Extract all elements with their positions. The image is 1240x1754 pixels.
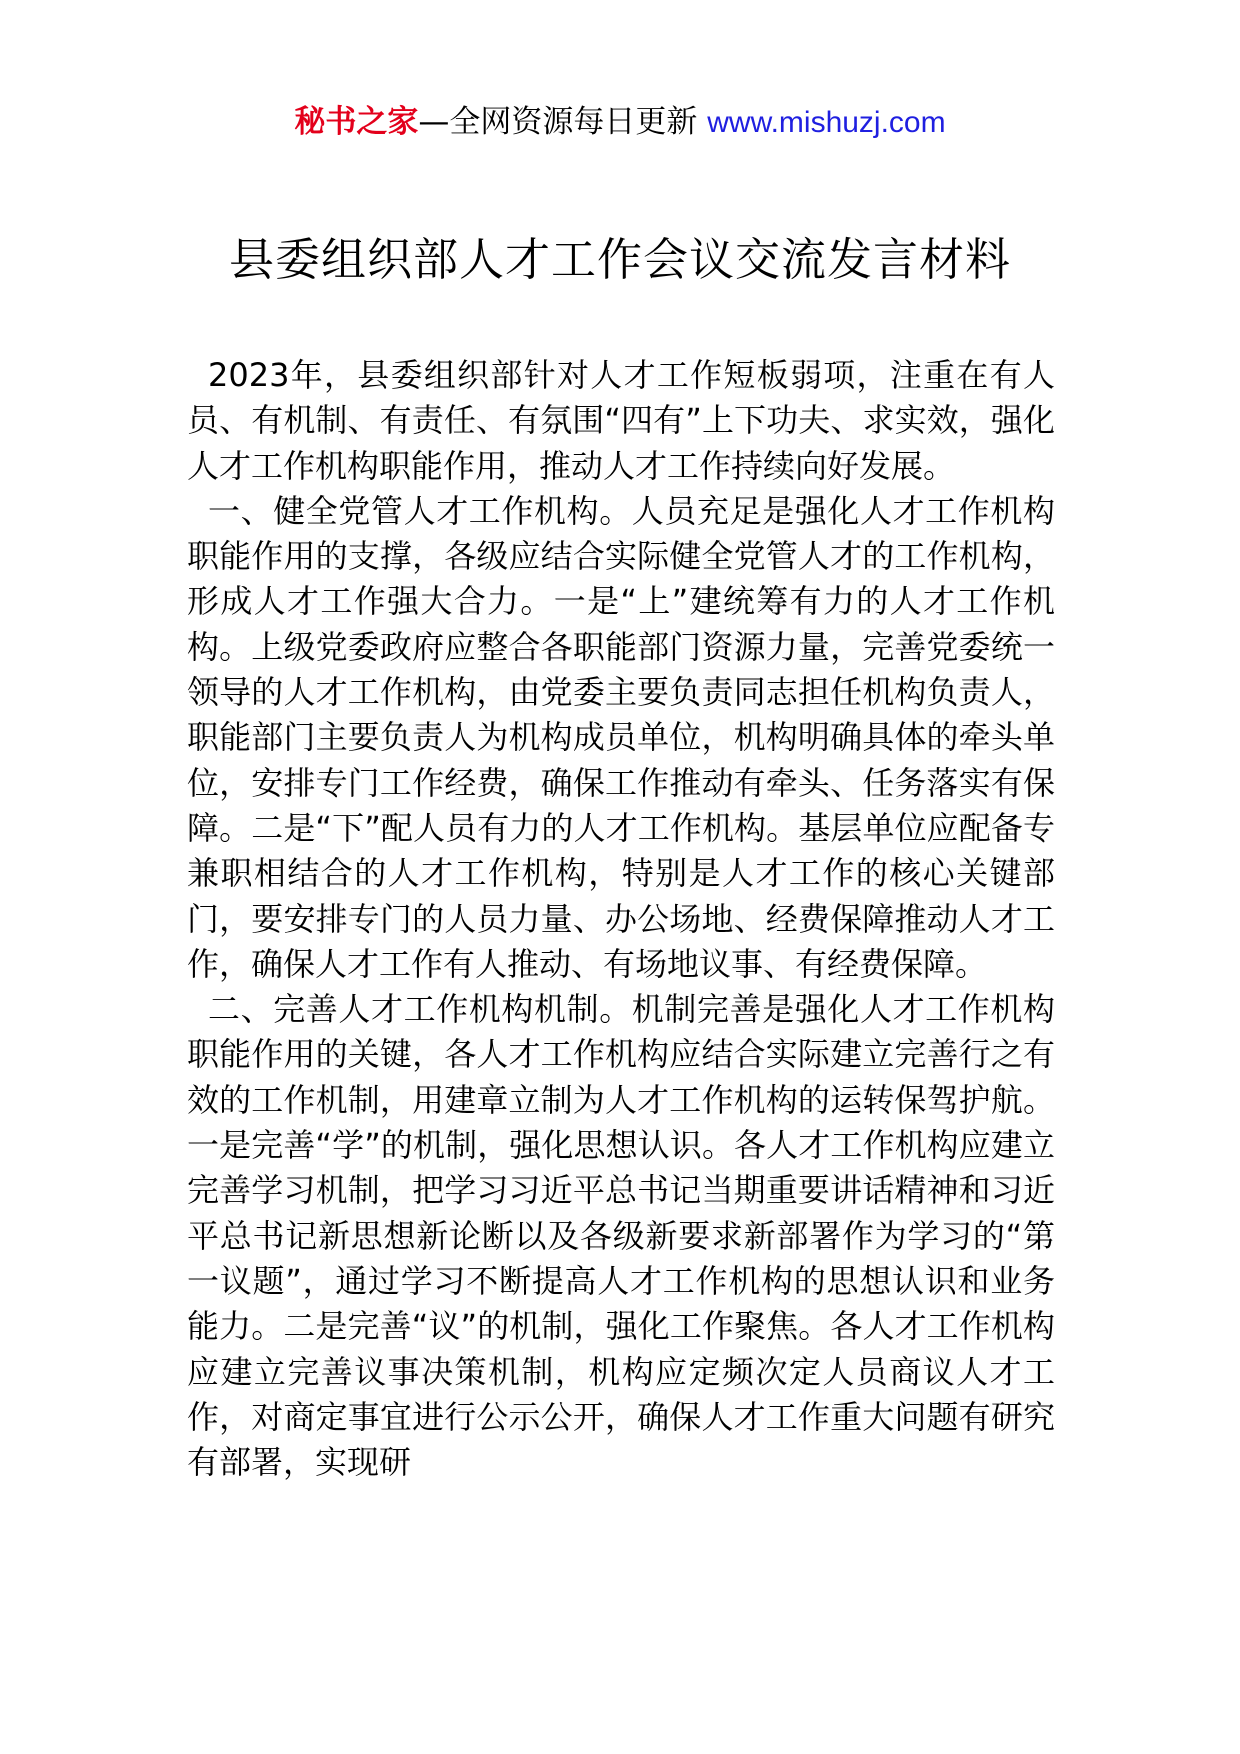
- paragraph-intro: 2023年，县委组织部针对人才工作短板弱项，注重在有人员、有机制、有责任、有氛围“四有”上下功夫、求实效，强化人才工作机构职能作用，推动人才工作持续向好发展。: [187, 356, 1055, 485]
- site-header: [0, 100, 1240, 145]
- site-tagline: —全网资源每日更新: [418, 104, 698, 140]
- site-url-link[interactable]: www.mishuzj.com: [707, 106, 946, 139]
- paragraph-section-1: 一、健全党管人才工作机构。人员充足是强化人才工作机构职能作用的支撑，各级应结合实际健全党管人才的工作机构，形成人才工作强大合力。一是“上”建统筹有力的人才工作机构。上级党委政府应整合各职能部门资源力量，完善党委统一领导的人才工作机构，由党委主要负责同志担任机构负责人，职能部门主要负责人为机构成员单位，机构明确具体的牵头单位，安排专门工作经费，确保工作推动有牵头、任务落实有保障。二是“下”配人员有力的人才工作机构。基层单位应配备专兼职相结合的人才工作机构，特别是人才工作的核心关键部门，要安排专门的人员力量、办公场地、经费保障推动人才工作，确保人才工作有人推动、有场地议事、有经费保障。: [187, 491, 1055, 983]
- site-brand: 秘书之家: [294, 104, 419, 140]
- document-title: 县委组织部人才工作会议交流发言材料: [228, 233, 1011, 286]
- paragraph-section-2: 二、完善人才工作机构机制。机制完善是强化人才工作机构职能作用的关键，各人才工作机构应结合实际建立完善行之有效的工作机制，用建章立制为人才工作机构的运转保驾护航。一是完善“学”的机制，强化思想认识。各人才工作机构应建立完善学习机制，把学习习近平总书记当期重要讲话精神和习近平总书记新思想新论断以及各级新要求新部署作为学习的“第一议题”，通过学习不断提高人才工作机构的思想认识和业务能力。二是完善“议”的机制，强化工作聚焦。各人才工作机构应建立完善议事决策机制，机构应定频次定人员商议人才工作，对商定事宜进行公示公开，确保人才工作重大问题有研究有部署，实现研: [187, 990, 1055, 1482]
- document-body: [187, 353, 1055, 1485]
